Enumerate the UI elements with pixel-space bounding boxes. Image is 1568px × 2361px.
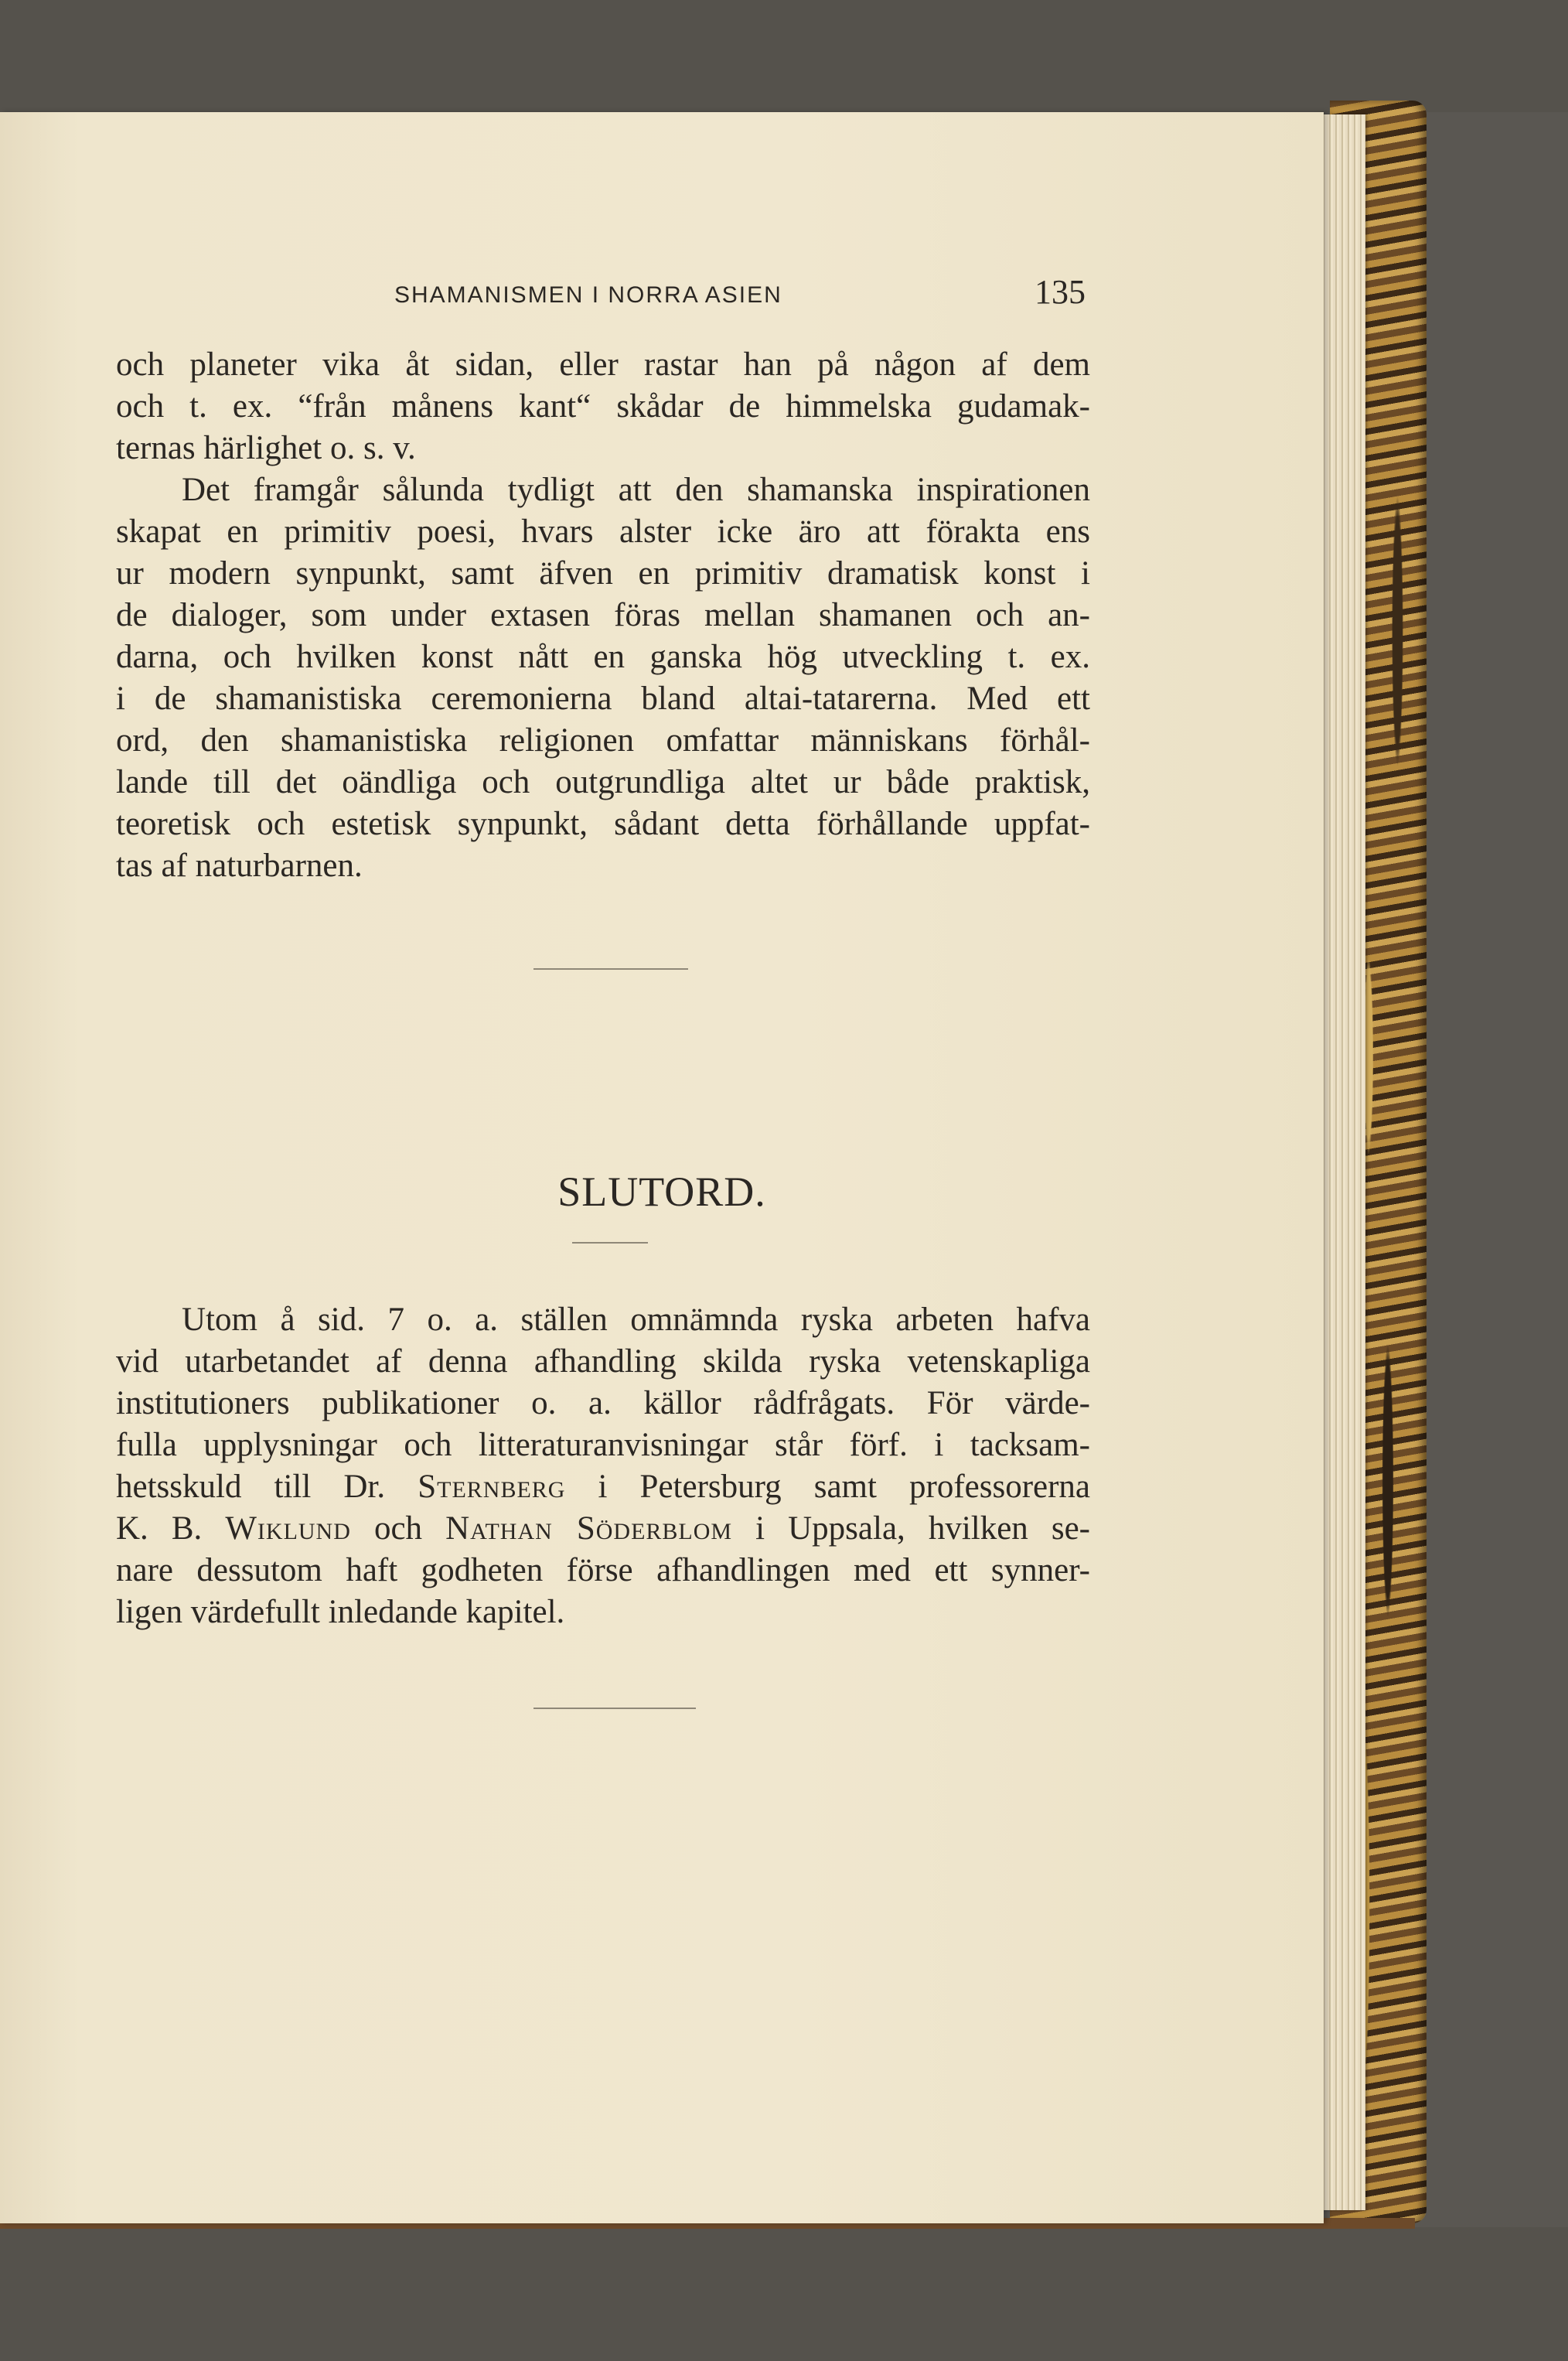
text-line: darna, och hvilken konst nått en ganska hög utveckling t. ex. [116,639,1090,675]
text-line [116,1466,1090,1508]
section-divider [533,968,688,970]
text-line: ternas härlighet o. s. v. [116,430,416,466]
background-bottom [0,2227,1568,2361]
text-line: i de shamanistiska ceremonierna bland altai-tatarerna. Med ett [116,681,1090,717]
text-segment: K. B. [116,1510,203,1547]
text-line: ur modern synpunkt, samt äfven en primitiv dramatisk konst i [116,555,1090,592]
text-segment: i Petersburg samt professorerna [598,1469,1091,1505]
text-segment: i Uppsala, hvilken se- [755,1510,1090,1547]
text-line: institutioners publikationer o. a. källor rådfrågats. För värde- [116,1385,1090,1421]
text-line: ligen värdefullt inledande kapitel. [116,1594,565,1630]
section-heading: SLUTORD. [557,1169,766,1215]
text-line: skapat en primitiv poesi, hvars alster icke äro att förakta ens [116,513,1090,550]
text-line: fulla upplysningar och litteraturanvisningar står förf. i tacksam- [116,1427,1090,1463]
text-line: vid utarbetandet af denna afhandling skilda ryska vetenskapliga [116,1343,1090,1380]
text-line: Utom å sid. 7 o. a. ställen omnämnda ryska arbeten hafva [182,1302,1090,1338]
text-line: och t. ex. “från månens kant“ skådar de himmelska gudamak- [116,388,1090,425]
author-name: Wiklund [225,1510,351,1547]
end-divider [533,1708,696,1709]
background-top [0,0,1568,112]
text-line: Det framgår sålunda tydligt att den shamanska inspirationen [182,472,1090,508]
author-name: Sternberg [418,1469,566,1505]
text-line: ord, den shamanistiska religionen omfattar människans förhål- [116,722,1090,759]
text-segment: och [373,1510,423,1547]
text-line: och planeter vika åt sidan, eller rastar han på någon af dem [116,346,1090,383]
text-line: nare dessutom haft godheten förse afhandlingen med ett synner- [116,1552,1090,1588]
author-name: Nathan Söderblom [445,1510,733,1547]
text-line: lande till det oändliga och outgrundliga altet ur både praktisk, [116,764,1090,800]
text-line: teoretisk och estetisk synpunkt, sådant detta förhållande uppfat- [116,806,1090,842]
text-segment: hetsskuld till Dr. [116,1469,386,1505]
heading-underline [572,1242,648,1244]
running-head: SHAMANISMEN I NORRA ASIEN [394,282,782,308]
text-line [116,1508,1090,1550]
page-number: 135 [1035,273,1086,311]
text-line: de dialoger, som under extasen föras mellan shamanen och an- [116,597,1090,633]
text-line: tas af naturbarnen. [116,848,363,884]
